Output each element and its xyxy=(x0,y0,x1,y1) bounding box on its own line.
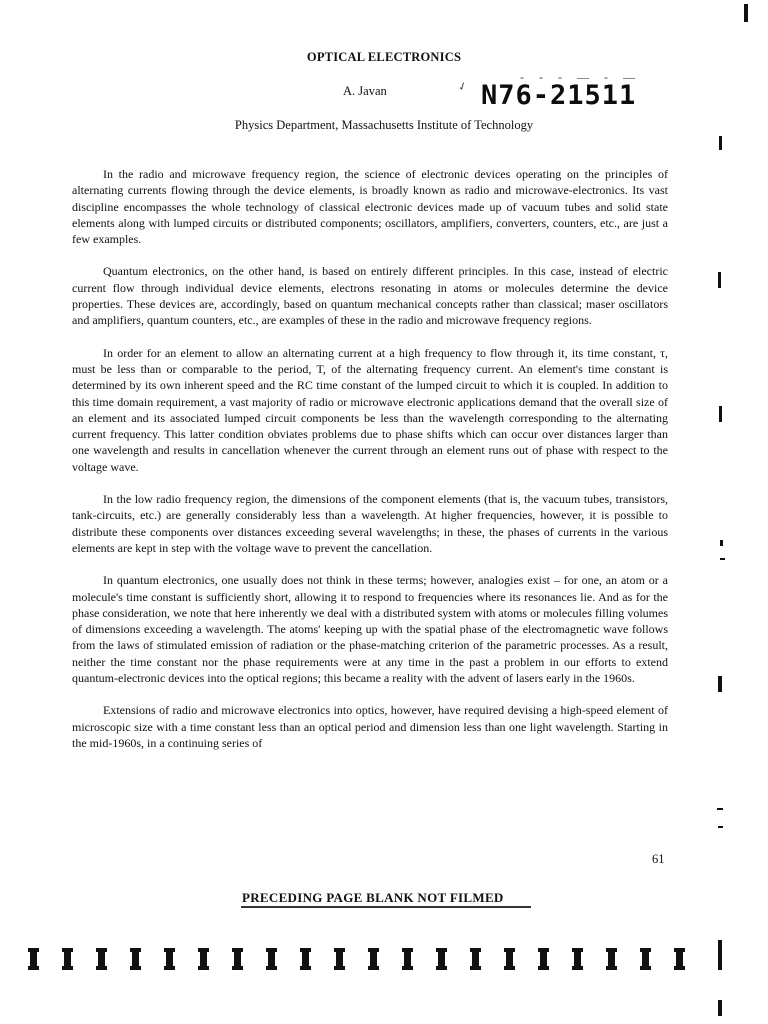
registration-mark xyxy=(404,948,411,970)
paragraph-1: In the radio and microwave frequency region, the science of electronic devices operating on the principles of alternating currents flowing through the device elements, is broadly known as radio and microwave-electronics. Its vast discipline encompasses the whole technology of classical electronic devices made up of vacuum tubes and solid state elements along with lumped circuits or distributed components; oscillators, amplifiers, converters, counters, etc., are just a few examples. xyxy=(72,167,668,247)
registration-mark xyxy=(64,948,71,970)
edge-artifact-mark xyxy=(718,826,723,828)
document-title: OPTICAL ELECTRONICS xyxy=(306,50,462,64)
edge-artifact-mark xyxy=(718,676,722,692)
registration-mark xyxy=(30,948,37,970)
stamp-tick-mark: ✓ xyxy=(456,79,470,95)
edge-artifact-mark xyxy=(720,540,723,546)
edge-artifact-mark xyxy=(720,558,725,560)
edge-artifact-mark xyxy=(719,406,722,422)
edge-artifact-mark xyxy=(744,4,748,22)
registration-mark xyxy=(506,948,513,970)
registration-mark xyxy=(642,948,649,970)
registration-mark xyxy=(540,948,547,970)
paragraph-4: In the low radio frequency region, the dimensions of the component elements (that is, the vacuum tubes, transistors, tank-circuits, etc.) are generally considerably less than a wavelength. At higher frequencies, however, it is possible to distribute these components over distances exceeding several wavelengths; in these, the phases of currents in the various elements are kept in step with the voltage wave to prevent the cancellation. xyxy=(72,492,668,555)
paragraph-2: Quantum electronics, on the other hand, is based on entirely different principles. In this case, instead of electric current flow through individual device elements, electrons resonating in atoms or molecules determine the device properties. These devices are, accordingly, based on quantum mechanical concepts rather than classical; maser oscillators and amplifiers, quantum counters, etc., are examples of these in the radio and microwave frequency regions. xyxy=(72,264,668,328)
registration-mark xyxy=(676,948,683,970)
notice-strike-bar xyxy=(241,906,531,908)
accession-number-stamp: N76-21511 xyxy=(481,80,637,111)
registration-mark xyxy=(302,948,309,970)
page-number: 61 xyxy=(652,852,665,866)
edge-artifact-mark xyxy=(719,136,722,150)
registration-mark xyxy=(234,948,241,970)
registration-mark xyxy=(132,948,139,970)
author-affiliation: Physics Department, Massachusetts Institute of Technology xyxy=(234,118,534,132)
registration-mark xyxy=(438,948,445,970)
registration-mark xyxy=(166,948,173,970)
edge-artifact-mark xyxy=(718,940,722,970)
edge-artifact-mark xyxy=(718,1000,722,1016)
registration-mark xyxy=(574,948,581,970)
paragraph-3: In order for an element to allow an alternating current at a high frequency to flow through it, its time constant, τ, must be less than or comparable to the period, T, of the alternating frequency current. An element's time constant is determined by its own inherent speed and the RC time constant of the lumped circuit to which it is coupled. In addition to this time domain requirement, a vast majority of radio or microwave electronic applications demand that the overall size of an element and its associated lumped circuit components be less than the wavelength corresponding to the alternating current frequency. This latter condition obviates problems due to phase shifts which can occur over distances larger than one wavelength and results in cancellation whenever the current through an element runs out of phase with respect to the voltage wave. xyxy=(72,345,668,474)
preceding-page-notice: PRECEDING PAGE BLANK NOT FILMED xyxy=(242,890,504,905)
scanner-registration-marks xyxy=(28,948,708,974)
registration-mark xyxy=(268,948,275,970)
registration-mark xyxy=(200,948,207,970)
stamp-dashes: - - - — - — xyxy=(520,70,641,84)
paragraph-6: Extensions of radio and microwave electronics into optics, however, have required devising a high-speed element of microscopic size with a time constant less than an optical period and dimension less than one light wavelength. Starting in the mid-1960s, in a continuing series of xyxy=(72,703,668,750)
paragraph-5: In quantum electronics, one usually does not think in these terms; however, analogies exist – for one, an atom or a molecule's time constant is sufficiently short, allowing it to respond to frequencies where its resonances lie. And as for the phase consideration, we note that here inherently we deal with a distributed system with atoms or molecules filling volumes of dimensions exceeding a wavelength. The atoms' keeping up with the spatial phase of the electromagnetic wave follows from the laws of stimulated emission of radiation or the phase-matching criterion of the parametric processes. As a result, neither the time constant nor the phase requirements were at any time in the past a problem in our efforts to extend quantum-electronic devices into the optical regions; this became a reality with the advent of lasers early in the 1960s. xyxy=(72,573,668,686)
edge-artifact-mark xyxy=(717,808,723,810)
registration-mark xyxy=(370,948,377,970)
author-name: A. Javan xyxy=(343,84,387,98)
body-text xyxy=(72,166,668,767)
registration-mark xyxy=(336,948,343,970)
edge-artifact-mark xyxy=(718,272,721,288)
registration-mark xyxy=(472,948,479,970)
registration-mark xyxy=(608,948,615,970)
registration-mark xyxy=(98,948,105,970)
